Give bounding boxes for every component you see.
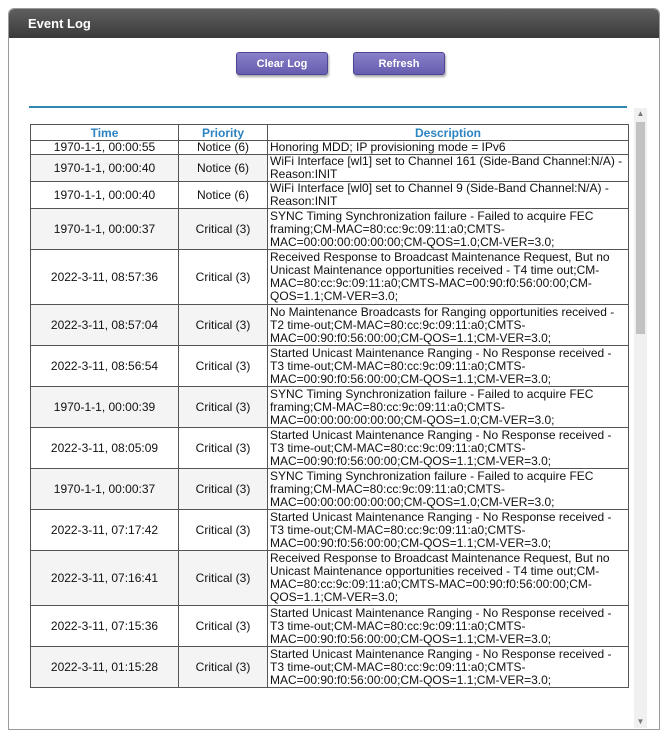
clear-log-button[interactable]: Clear Log <box>236 52 328 75</box>
toolbar <box>9 52 659 74</box>
cell-priority: Notice (6) <box>179 141 268 155</box>
event-log-window <box>8 8 660 730</box>
refresh-button[interactable]: Refresh <box>353 52 445 75</box>
cell-priority: Critical (3) <box>179 510 268 551</box>
cell-priority: Notice (6) <box>179 182 268 209</box>
cell-time: 2022-3-11, 01:15:28 <box>31 647 179 688</box>
cell-time: 1970-1-1, 00:00:37 <box>31 469 179 510</box>
scrollbar-thumb[interactable] <box>636 122 645 334</box>
event-log-table <box>30 124 629 688</box>
cell-priority: Notice (6) <box>179 155 268 182</box>
table-row <box>31 428 629 469</box>
table-row <box>31 510 629 551</box>
table-row <box>31 209 629 250</box>
cell-priority: Critical (3) <box>179 551 268 606</box>
cell-time: 1970-1-1, 00:00:55 <box>31 141 179 155</box>
table-header-row <box>31 125 629 141</box>
cell-time: 2022-3-11, 08:05:09 <box>31 428 179 469</box>
cell-time: 2022-3-11, 08:57:36 <box>31 250 179 305</box>
cell-description: Received Response to Broadcast Maintenance Request, But no Unicast Maintenance opportunities received - T4 time out;CM-MAC=80:cc:9c:09:11:a0;CMTS-MAC=00:90:f0:56:00:00;CM-QOS=1.1;CM-VER=3.0; <box>268 551 629 606</box>
vertical-scrollbar[interactable] <box>634 108 647 728</box>
cell-priority: Critical (3) <box>179 469 268 510</box>
cell-time: 1970-1-1, 00:00:39 <box>31 387 179 428</box>
cell-description: Started Unicast Maintenance Ranging - No Response received - T3 time-out;CM-MAC=80:cc:9c:09:11:a0;CMTS-MAC=00:90:f0:56:00:00;CM-QOS=1.1;CM-VER=3.0; <box>268 647 629 688</box>
cell-priority: Critical (3) <box>179 387 268 428</box>
table-row <box>31 346 629 387</box>
cell-time: 1970-1-1, 00:00:37 <box>31 209 179 250</box>
cell-description: Started Unicast Maintenance Ranging - No Response received - T3 time-out;CM-MAC=80:cc:9c:09:11:a0;CMTS-MAC=00:90:f0:56:00:00;CM-QOS=1.1;CM-VER=3.0; <box>268 606 629 647</box>
table-row <box>31 182 629 209</box>
cell-time: 2022-3-11, 08:57:04 <box>31 305 179 346</box>
cell-description: Started Unicast Maintenance Ranging - No Response received - T3 time-out;CM-MAC=80:cc:9c:09:11:a0;CMTS-MAC=00:90:f0:56:00:00;CM-QOS=1.1;CM-VER=3.0; <box>268 510 629 551</box>
cell-priority: Critical (3) <box>179 305 268 346</box>
divider <box>29 106 627 108</box>
cell-description: SYNC Timing Synchronization failure - Failed to acquire FEC framing;CM-MAC=80:cc:9c:09:11:a0;CMTS-MAC=00:00:00:00:00:00;CM-QOS=1.0;CM-VER=3.0; <box>268 387 629 428</box>
table-row <box>31 387 629 428</box>
table-body <box>31 141 629 688</box>
cell-description: SYNC Timing Synchronization failure - Failed to acquire FEC framing;CM-MAC=80:cc:9c:09:11:a0;CMTS-MAC=00:00:00:00:00:00;CM-QOS=1.0;CM-VER=3.0; <box>268 469 629 510</box>
scroll-up-arrow-icon[interactable]: ▲ <box>636 109 645 118</box>
table-row <box>31 469 629 510</box>
window-title: Event Log <box>28 16 91 31</box>
column-header-priority: Priority <box>179 125 268 141</box>
cell-time: 2022-3-11, 08:56:54 <box>31 346 179 387</box>
table-row <box>31 606 629 647</box>
scroll-down-arrow-icon[interactable]: ▼ <box>636 717 645 726</box>
cell-description: Honoring MDD; IP provisioning mode = IPv6 <box>268 141 629 155</box>
column-header-time: Time <box>31 125 179 141</box>
table-row <box>31 141 629 155</box>
cell-description: Started Unicast Maintenance Ranging - No Response received - T3 time-out;CM-MAC=80:cc:9c:09:11:a0;CMTS-MAC=00:90:f0:56:00:00;CM-QOS=1.1;CM-VER=3.0; <box>268 346 629 387</box>
cell-description: SYNC Timing Synchronization failure - Failed to acquire FEC framing;CM-MAC=80:cc:9c:09:11:a0;CMTS-MAC=00:00:00:00:00:00;CM-QOS=1.0;CM-VER=3.0; <box>268 209 629 250</box>
table-row <box>31 305 629 346</box>
cell-time: 2022-3-11, 07:15:36 <box>31 606 179 647</box>
column-header-description: Description <box>268 125 629 141</box>
cell-description: Started Unicast Maintenance Ranging - No Response received - T3 time-out;CM-MAC=80:cc:9c:09:11:a0;CMTS-MAC=00:90:f0:56:00:00;CM-QOS=1.1;CM-VER=3.0; <box>268 428 629 469</box>
cell-priority: Critical (3) <box>179 428 268 469</box>
cell-description: WiFi Interface [wl1] set to Channel 161 (Side-Band Channel:N/A) -Reason:INIT <box>268 155 629 182</box>
table-row <box>31 551 629 606</box>
cell-priority: Critical (3) <box>179 606 268 647</box>
cell-priority: Critical (3) <box>179 209 268 250</box>
cell-description: No Maintenance Broadcasts for Ranging opportunities received - T2 time-out;CM-MAC=80:cc:9c:09:11:a0;CMTS-MAC=00:90:f0:56:00:00;CM-QOS=1.1;CM-VER=3.0; <box>268 305 629 346</box>
cell-description: Received Response to Broadcast Maintenance Request, But no Unicast Maintenance opportunities received - T4 time out;CM-MAC=80:cc:9c:09:11:a0;CMTS-MAC=00:90:f0:56:00:00;CM-QOS=1.1;CM-VER=3.0; <box>268 250 629 305</box>
cell-priority: Critical (3) <box>179 250 268 305</box>
cell-time: 1970-1-1, 00:00:40 <box>31 155 179 182</box>
table-row <box>31 647 629 688</box>
cell-priority: Critical (3) <box>179 647 268 688</box>
title-bar <box>9 9 659 38</box>
table-row <box>31 155 629 182</box>
cell-time: 2022-3-11, 07:16:41 <box>31 551 179 606</box>
table-row <box>31 250 629 305</box>
cell-time: 2022-3-11, 07:17:42 <box>31 510 179 551</box>
cell-description: WiFi Interface [wl0] set to Channel 9 (Side-Band Channel:N/A) -Reason:INIT <box>268 182 629 209</box>
cell-time: 1970-1-1, 00:00:40 <box>31 182 179 209</box>
log-table-container <box>30 124 630 688</box>
cell-priority: Critical (3) <box>179 346 268 387</box>
